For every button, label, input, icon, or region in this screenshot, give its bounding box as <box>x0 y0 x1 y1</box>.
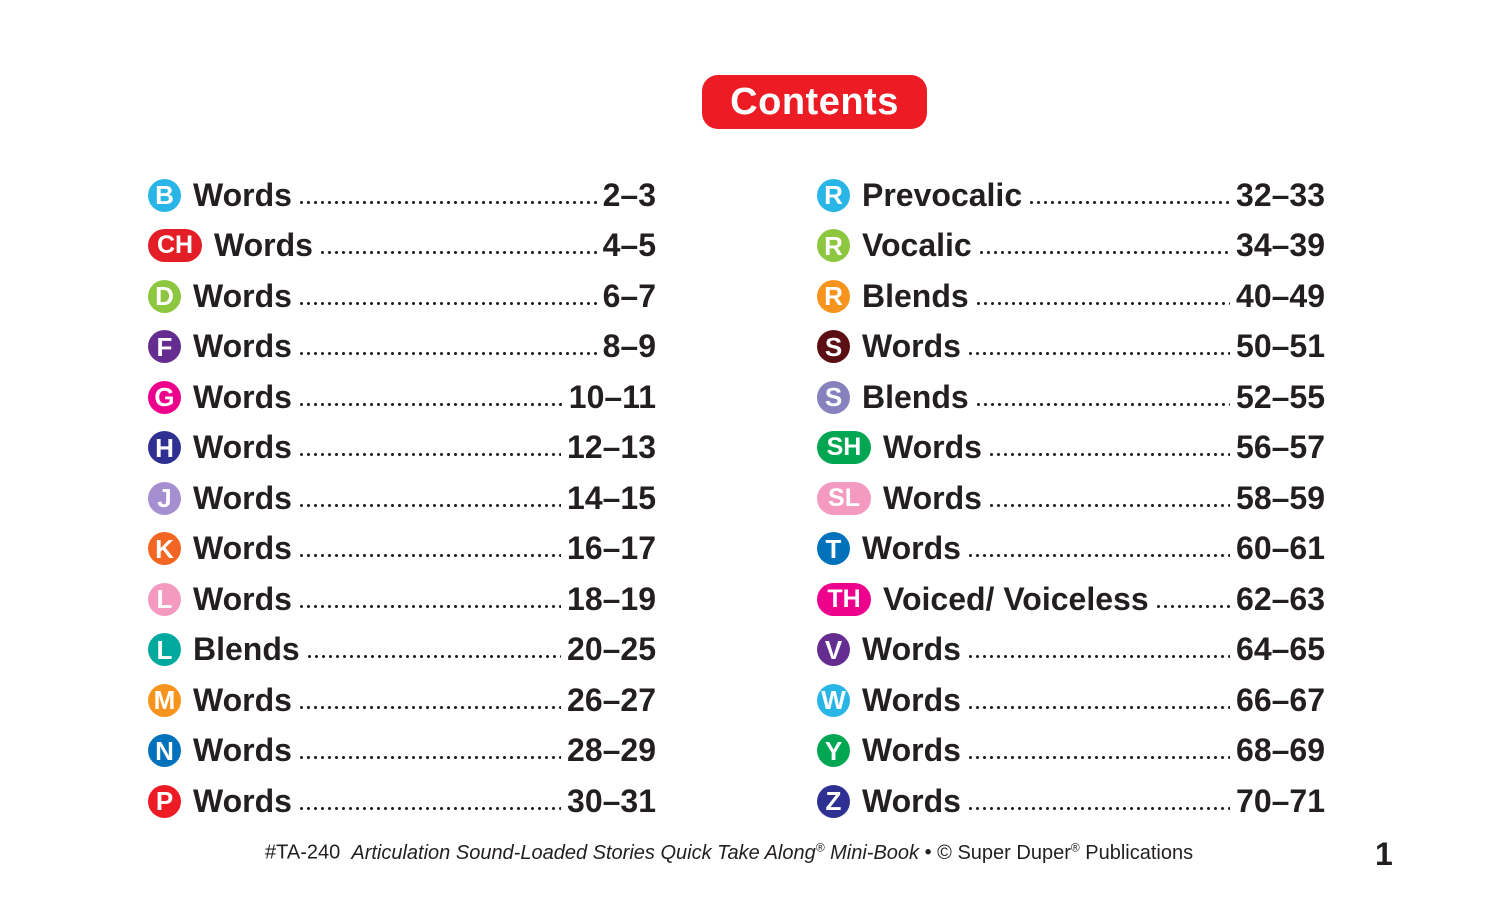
dot-leader <box>967 652 1230 662</box>
entry-pages: 4–5 <box>602 227 656 264</box>
entry-label: Words <box>193 580 292 617</box>
entry-label: Words <box>862 328 961 365</box>
dot-leader <box>967 349 1230 359</box>
entry-label: Words <box>193 530 292 567</box>
sound-letter-badge: Z <box>817 785 850 818</box>
dot-leader <box>298 399 563 409</box>
entry-label: Vocalic <box>862 227 972 264</box>
contents-entry <box>148 322 656 373</box>
entry-pages: 30–31 <box>567 782 656 819</box>
page-title: Contents <box>730 80 899 123</box>
sound-letter-badge: M <box>148 684 181 717</box>
entry-label: Words <box>883 479 982 516</box>
entry-pages: 12–13 <box>567 429 656 466</box>
entry-pages: 34–39 <box>1236 227 1325 264</box>
contents-entry <box>817 372 1325 423</box>
footer-separator: • <box>919 841 938 864</box>
contents-entry <box>817 170 1325 221</box>
entry-pages: 14–15 <box>567 479 656 516</box>
entry-pages: 26–27 <box>567 681 656 718</box>
entry-pages: 40–49 <box>1236 277 1325 314</box>
contents-entry <box>148 625 656 676</box>
contents-entry <box>817 776 1325 827</box>
contents-entry <box>148 675 656 726</box>
sound-letter-badge: L <box>148 583 181 616</box>
dot-leader <box>298 450 561 460</box>
entry-label: Words <box>193 479 292 516</box>
entry-label: Words <box>862 631 961 668</box>
entry-pages: 16–17 <box>567 530 656 567</box>
dot-leader <box>988 500 1230 510</box>
entry-label: Blends <box>193 631 300 668</box>
entry-label: Words <box>193 277 292 314</box>
contents-entry <box>148 776 656 827</box>
contents-entry <box>817 423 1325 474</box>
dot-leader <box>967 551 1230 561</box>
contents-entry <box>148 170 656 221</box>
entry-pages: 6–7 <box>602 277 656 314</box>
dot-leader <box>306 652 561 662</box>
contents-entry <box>817 726 1325 777</box>
dot-leader <box>1028 197 1230 207</box>
sound-letter-badge: SH <box>817 431 871 464</box>
contents-entry <box>817 524 1325 575</box>
contents-entry <box>148 221 656 272</box>
entry-pages: 50–51 <box>1236 328 1325 365</box>
dot-leader <box>975 399 1230 409</box>
entry-label: Words <box>883 429 982 466</box>
contents-entry <box>148 726 656 777</box>
sound-letter-badge: T <box>817 532 850 565</box>
footer <box>265 840 1193 865</box>
entry-pages: 28–29 <box>567 732 656 769</box>
entry-pages: 2–3 <box>602 176 656 213</box>
dot-leader <box>298 298 597 308</box>
sound-letter-badge: S <box>817 330 850 363</box>
dot-leader <box>967 753 1230 763</box>
entry-label: Voiced/ Voiceless <box>883 580 1149 617</box>
entry-label: Blends <box>862 378 969 415</box>
entry-label: Words <box>193 176 292 213</box>
contents-entry <box>817 221 1325 272</box>
sound-letter-badge: R <box>817 179 850 212</box>
entry-label: Words <box>193 328 292 365</box>
dot-leader <box>975 298 1230 308</box>
dot-leader <box>298 753 561 763</box>
footer-copyright: © Super Duper® Publications <box>937 840 1194 864</box>
sound-letter-badge: D <box>148 280 181 313</box>
dot-leader <box>988 450 1230 460</box>
entry-label: Words <box>862 782 961 819</box>
entry-pages: 68–69 <box>1236 732 1325 769</box>
entry-pages: 60–61 <box>1236 530 1325 567</box>
entry-pages: 58–59 <box>1236 479 1325 516</box>
footer-code: #TA-240 <box>265 841 341 864</box>
contents-entry <box>817 271 1325 322</box>
contents-title-badge <box>702 75 927 129</box>
entry-pages: 8–9 <box>602 328 656 365</box>
entry-label: Prevocalic <box>862 176 1023 213</box>
sound-letter-badge: Y <box>817 734 850 767</box>
contents-entry <box>817 574 1325 625</box>
footer-book-title: Articulation Sound-Loaded Stories Quick Take Along® Mini-Book <box>351 840 920 864</box>
entry-pages: 62–63 <box>1236 580 1325 617</box>
dot-leader <box>978 248 1230 258</box>
entry-label: Words <box>862 530 961 567</box>
contents-column-left <box>148 170 656 827</box>
contents-entry <box>817 322 1325 373</box>
contents-entry <box>148 423 656 474</box>
entry-label: Words <box>193 732 292 769</box>
entry-label: Words <box>862 681 961 718</box>
sound-letter-badge: N <box>148 734 181 767</box>
entry-pages: 10–11 <box>568 378 656 415</box>
entry-pages: 56–57 <box>1236 429 1325 466</box>
entry-label: Words <box>214 227 313 264</box>
entry-pages: 66–67 <box>1236 681 1325 718</box>
dot-leader <box>1155 601 1230 611</box>
entry-label: Words <box>193 429 292 466</box>
dot-leader <box>298 500 561 510</box>
sound-letter-badge: S <box>817 381 850 414</box>
sound-letter-badge: H <box>148 431 181 464</box>
dot-leader <box>967 702 1230 712</box>
sound-letter-badge: TH <box>817 583 871 616</box>
sound-letter-badge: F <box>148 330 181 363</box>
entry-label: Words <box>193 681 292 718</box>
dot-leader <box>298 601 561 611</box>
contents-entry <box>817 675 1325 726</box>
contents-entry <box>148 524 656 575</box>
sound-letter-badge: G <box>148 381 181 414</box>
contents-entry <box>148 473 656 524</box>
sound-letter-badge: J <box>148 482 181 515</box>
entry-pages: 32–33 <box>1236 176 1325 213</box>
sound-letter-badge: K <box>148 532 181 565</box>
entry-label: Words <box>862 732 961 769</box>
contents-entry <box>148 271 656 322</box>
contents-entry <box>148 372 656 423</box>
entry-pages: 18–19 <box>567 580 656 617</box>
sound-letter-badge: V <box>817 633 850 666</box>
entry-pages: 70–71 <box>1236 782 1325 819</box>
sound-letter-badge: SL <box>817 482 871 515</box>
dot-leader <box>298 702 561 712</box>
sound-letter-badge: R <box>817 229 850 262</box>
dot-leader <box>298 551 561 561</box>
dot-leader <box>298 349 597 359</box>
entry-label: Blends <box>862 277 969 314</box>
dot-leader <box>298 197 597 207</box>
dot-leader <box>319 248 597 258</box>
entry-label: Words <box>193 378 292 415</box>
sound-letter-badge: R <box>817 280 850 313</box>
page-number: 1 <box>1375 836 1393 872</box>
sound-letter-badge: W <box>817 684 850 717</box>
sound-letter-badge: P <box>148 785 181 818</box>
sound-letter-badge: CH <box>148 229 202 262</box>
entry-label: Words <box>193 782 292 819</box>
contents-entry <box>148 574 656 625</box>
contents-entry <box>817 625 1325 676</box>
contents-column-right <box>817 170 1325 827</box>
dot-leader <box>967 803 1230 813</box>
entry-pages: 52–55 <box>1236 378 1325 415</box>
entry-pages: 64–65 <box>1236 631 1325 668</box>
sound-letter-badge: L <box>148 633 181 666</box>
sound-letter-badge: B <box>148 179 181 212</box>
entry-pages: 20–25 <box>567 631 656 668</box>
dot-leader <box>298 803 561 813</box>
contents-entry <box>817 473 1325 524</box>
